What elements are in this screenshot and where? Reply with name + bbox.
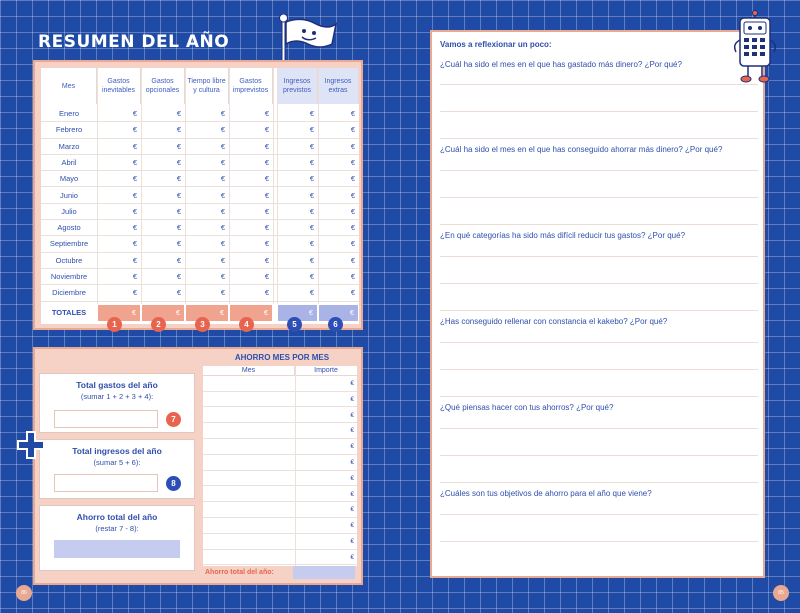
- total-cell-3[interactable]: €: [186, 305, 228, 321]
- month-label: Febrero: [55, 125, 83, 135]
- savings-amount-cell: €: [350, 395, 354, 403]
- amount-cell[interactable]: €: [264, 206, 269, 216]
- savings-table-title: AHORRO MES POR MES: [234, 353, 330, 362]
- savings-table: [203, 366, 357, 566]
- month-label: Mayo: [59, 174, 79, 184]
- savings-amount-cell: €: [350, 427, 354, 435]
- amount-cell[interactable]: €: [309, 174, 314, 184]
- total-ingresos-title: Total ingresos del año: [72, 446, 162, 456]
- savings-header-importe: Importe: [295, 366, 357, 376]
- amount-cell[interactable]: €: [220, 223, 225, 233]
- month-label: Julio: [61, 206, 77, 216]
- savings-row[interactable]: [203, 455, 357, 471]
- savings-row[interactable]: [203, 518, 357, 534]
- ahorro-total-label: Ahorro total del año:: [205, 569, 274, 576]
- savings-amount-cell: €: [350, 553, 354, 561]
- total-cell-5[interactable]: €: [278, 305, 317, 321]
- question-6: ¿Cuáles son tus objetivos de ahorro para el año que viene?: [440, 489, 652, 498]
- month-label: Octubre: [55, 255, 83, 265]
- amount-cell[interactable]: €: [350, 141, 355, 151]
- table-row: [41, 236, 359, 252]
- savings-amount-cell: €: [350, 506, 354, 514]
- header-gastos-imprevistos: Gastos imprevistos: [229, 68, 273, 104]
- amount-cell[interactable]: €: [220, 239, 225, 249]
- ahorro-total-subtitle: (restar 7 - 8):: [95, 524, 139, 533]
- savings-row[interactable]: [203, 439, 357, 455]
- savings-row[interactable]: [203, 502, 357, 518]
- savings-amount-cell: €: [350, 380, 354, 387]
- month-label: Junio: [60, 190, 78, 200]
- amount-cell[interactable]: €: [264, 157, 269, 167]
- question-4: ¿Has conseguido rellenar con constancia el kakebo? ¿Por qué?: [440, 317, 668, 326]
- total-gastos-title: Total gastos del año: [76, 380, 158, 390]
- number-badge-1: 1: [107, 317, 122, 332]
- table-row: [41, 204, 359, 220]
- amount-cell[interactable]: €: [176, 125, 181, 135]
- amount-cell[interactable]: €: [176, 206, 181, 216]
- amount-cell[interactable]: €: [132, 174, 137, 184]
- savings-row[interactable]: [203, 550, 357, 566]
- amount-cell[interactable]: €: [176, 223, 181, 233]
- savings-amount-cell: €: [350, 490, 354, 498]
- question-5: ¿Qué piensas hacer con tus ahorros? ¿Por qué?: [440, 403, 614, 412]
- number-badge-6: 6: [328, 317, 343, 332]
- savings-amount-cell: €: [350, 538, 354, 545]
- ahorro-total-title: Ahorro total del año: [76, 512, 158, 522]
- totals-label: TOTALES: [51, 308, 87, 317]
- savings-row[interactable]: [203, 534, 357, 550]
- number-badge-7: 7: [166, 412, 181, 427]
- table-row: [41, 171, 359, 187]
- amount-cell[interactable]: €: [350, 255, 355, 265]
- amount-cell[interactable]: €: [309, 223, 314, 233]
- annual-summary-table: [41, 68, 359, 324]
- reflection-heading: Vamos a reflexionar un poco:: [440, 40, 552, 49]
- question-2: ¿Cuál ha sido el mes en el que has conseguido ahorrar más dinero? ¿Por qué?: [440, 145, 723, 154]
- amount-cell[interactable]: €: [132, 125, 137, 135]
- page-number-left: 86: [16, 585, 32, 601]
- amount-cell[interactable]: €: [309, 141, 314, 151]
- totals-card: [33, 347, 363, 585]
- amount-cell[interactable]: €: [350, 125, 355, 135]
- amount-cell[interactable]: €: [350, 272, 355, 281]
- amount-cell[interactable]: €: [350, 174, 355, 184]
- total-gastos-box: [39, 373, 195, 433]
- calculator-robot-icon: [728, 10, 782, 84]
- amount-cell[interactable]: €: [132, 206, 137, 216]
- month-label: Septiembre: [49, 239, 89, 249]
- question-3: ¿En qué categorías ha sido más difícil reducir tus gastos? ¿Por qué?: [440, 231, 686, 240]
- header-mes: Mes: [41, 68, 97, 104]
- savings-amount-cell: €: [350, 411, 354, 419]
- amount-cell[interactable]: €: [132, 288, 137, 298]
- number-badge-3: 3: [195, 317, 210, 332]
- amount-cell[interactable]: €: [350, 109, 355, 118]
- reflection-card: [430, 30, 765, 578]
- savings-row[interactable]: [203, 392, 357, 408]
- header-ingresos-previstos: Ingresos previstos: [277, 68, 318, 104]
- amount-cell[interactable]: €: [220, 288, 225, 298]
- amount-cell[interactable]: €: [350, 206, 355, 216]
- table-row: [41, 122, 359, 138]
- amount-cell[interactable]: €: [220, 206, 225, 216]
- table-row: [41, 220, 359, 236]
- number-badge-2: 2: [151, 317, 166, 332]
- amount-cell[interactable]: €: [220, 272, 225, 281]
- amount-cell[interactable]: €: [176, 288, 181, 298]
- number-badge-5: 5: [287, 317, 302, 332]
- header-gastos-opcionales: Gastos opcionales: [141, 68, 185, 104]
- amount-cell[interactable]: €: [350, 239, 355, 249]
- amount-cell[interactable]: €: [220, 109, 225, 118]
- table-row: [41, 253, 359, 269]
- total-cell-4[interactable]: €: [230, 305, 272, 321]
- table-row: [41, 285, 359, 301]
- amount-cell[interactable]: €: [350, 288, 355, 298]
- savings-amount-cell: €: [350, 474, 354, 482]
- amount-cell[interactable]: €: [350, 190, 355, 200]
- amount-cell[interactable]: €: [264, 288, 269, 298]
- amount-cell[interactable]: €: [220, 141, 225, 151]
- amount-cell[interactable]: €: [132, 272, 137, 281]
- amount-cell[interactable]: €: [350, 157, 355, 167]
- answer-lines-6[interactable]: [440, 514, 758, 568]
- amount-cell[interactable]: €: [220, 190, 225, 200]
- table-row: [41, 139, 359, 155]
- amount-cell[interactable]: €: [132, 109, 137, 118]
- question-1: ¿Cuál ha sido el mes en el que has gastado más dinero? ¿Por qué?: [440, 60, 682, 69]
- total-cell-2[interactable]: €: [142, 305, 184, 321]
- table-row: [41, 269, 359, 285]
- savings-row[interactable]: [203, 471, 357, 487]
- amount-cell[interactable]: €: [309, 109, 314, 118]
- amount-cell[interactable]: €: [264, 141, 269, 151]
- amount-cell[interactable]: €: [309, 190, 314, 200]
- amount-cell[interactable]: €: [264, 272, 269, 281]
- savings-header-mes: Mes: [203, 366, 295, 376]
- amount-cell[interactable]: €: [309, 206, 314, 216]
- amount-cell[interactable]: €: [176, 190, 181, 200]
- amount-cell[interactable]: €: [132, 223, 137, 233]
- amount-cell[interactable]: €: [176, 109, 181, 118]
- amount-cell[interactable]: €: [309, 239, 314, 249]
- month-label: Noviembre: [50, 272, 88, 281]
- number-badge-8: 8: [166, 476, 181, 491]
- month-label: Agosto: [57, 223, 81, 233]
- savings-amount-cell: €: [350, 459, 354, 466]
- amount-cell[interactable]: €: [264, 174, 269, 184]
- total-cell-6[interactable]: €: [319, 305, 358, 321]
- savings-amount-cell: €: [350, 443, 354, 451]
- amount-cell[interactable]: €: [220, 125, 225, 135]
- month-label: Diciembre: [52, 288, 86, 298]
- amount-cell[interactable]: €: [176, 157, 181, 167]
- header-tiempo-libre: Tiempo libre y cultura: [185, 68, 229, 104]
- table-row: [41, 155, 359, 171]
- amount-cell[interactable]: €: [132, 239, 137, 249]
- month-label: Abril: [61, 157, 77, 167]
- amount-cell[interactable]: €: [309, 125, 314, 135]
- amount-cell[interactable]: €: [220, 157, 225, 167]
- amount-cell[interactable]: €: [309, 157, 314, 167]
- table-row: [41, 106, 359, 122]
- table-row: [41, 188, 359, 204]
- amount-cell[interactable]: €: [220, 174, 225, 184]
- amount-cell[interactable]: €: [132, 141, 137, 151]
- amount-cell[interactable]: €: [176, 141, 181, 151]
- total-gastos-subtitle: (sumar 1 + 2 + 3 + 4):: [80, 392, 154, 401]
- total-cell-1[interactable]: €: [98, 305, 140, 321]
- amount-cell[interactable]: €: [264, 239, 269, 249]
- amount-cell[interactable]: €: [350, 223, 355, 233]
- amount-cell[interactable]: €: [264, 109, 269, 118]
- flag-icon: [272, 14, 342, 66]
- ahorro-total-input[interactable]: [54, 540, 180, 558]
- amount-cell[interactable]: €: [220, 255, 225, 265]
- amount-cell[interactable]: €: [176, 174, 181, 184]
- amount-cell[interactable]: €: [264, 125, 269, 135]
- savings-row[interactable]: [203, 376, 357, 392]
- page-number-right: 85: [773, 585, 789, 601]
- ahorro-total-box: [39, 505, 195, 571]
- amount-cell[interactable]: €: [132, 190, 137, 200]
- total-ingresos-subtitle: (sumar 5 + 6):: [93, 458, 141, 467]
- amount-cell[interactable]: €: [264, 255, 269, 265]
- total-ingresos-box: [39, 439, 195, 499]
- amount-cell[interactable]: €: [132, 157, 137, 167]
- header-ingresos-extras: Ingresos extras: [318, 68, 359, 104]
- month-label: Marzo: [58, 141, 80, 151]
- amount-cell[interactable]: €: [309, 272, 314, 281]
- amount-cell[interactable]: €: [264, 223, 269, 233]
- total-gastos-input[interactable]: [54, 410, 158, 428]
- annual-summary-card: [33, 60, 363, 330]
- amount-cell[interactable]: €: [176, 255, 181, 265]
- page-title: RESUMEN DEL AÑO: [38, 32, 230, 52]
- savings-row[interactable]: [203, 423, 357, 439]
- ahorro-total-field[interactable]: [293, 566, 355, 579]
- amount-cell[interactable]: €: [176, 239, 181, 249]
- number-badge-4: 4: [239, 317, 254, 332]
- amount-cell[interactable]: €: [309, 288, 314, 298]
- total-ingresos-input[interactable]: [54, 474, 158, 492]
- month-label: Enero: [58, 109, 79, 118]
- amount-cell[interactable]: €: [264, 190, 269, 200]
- savings-row[interactable]: [203, 408, 357, 424]
- plus-icon: [16, 430, 46, 460]
- savings-amount-cell: €: [350, 522, 354, 530]
- amount-cell[interactable]: €: [132, 255, 137, 265]
- amount-cell[interactable]: €: [309, 255, 314, 265]
- savings-row[interactable]: [203, 487, 357, 503]
- amount-cell[interactable]: €: [176, 272, 181, 281]
- header-gastos-inevitables: Gastos inevitables: [97, 68, 141, 104]
